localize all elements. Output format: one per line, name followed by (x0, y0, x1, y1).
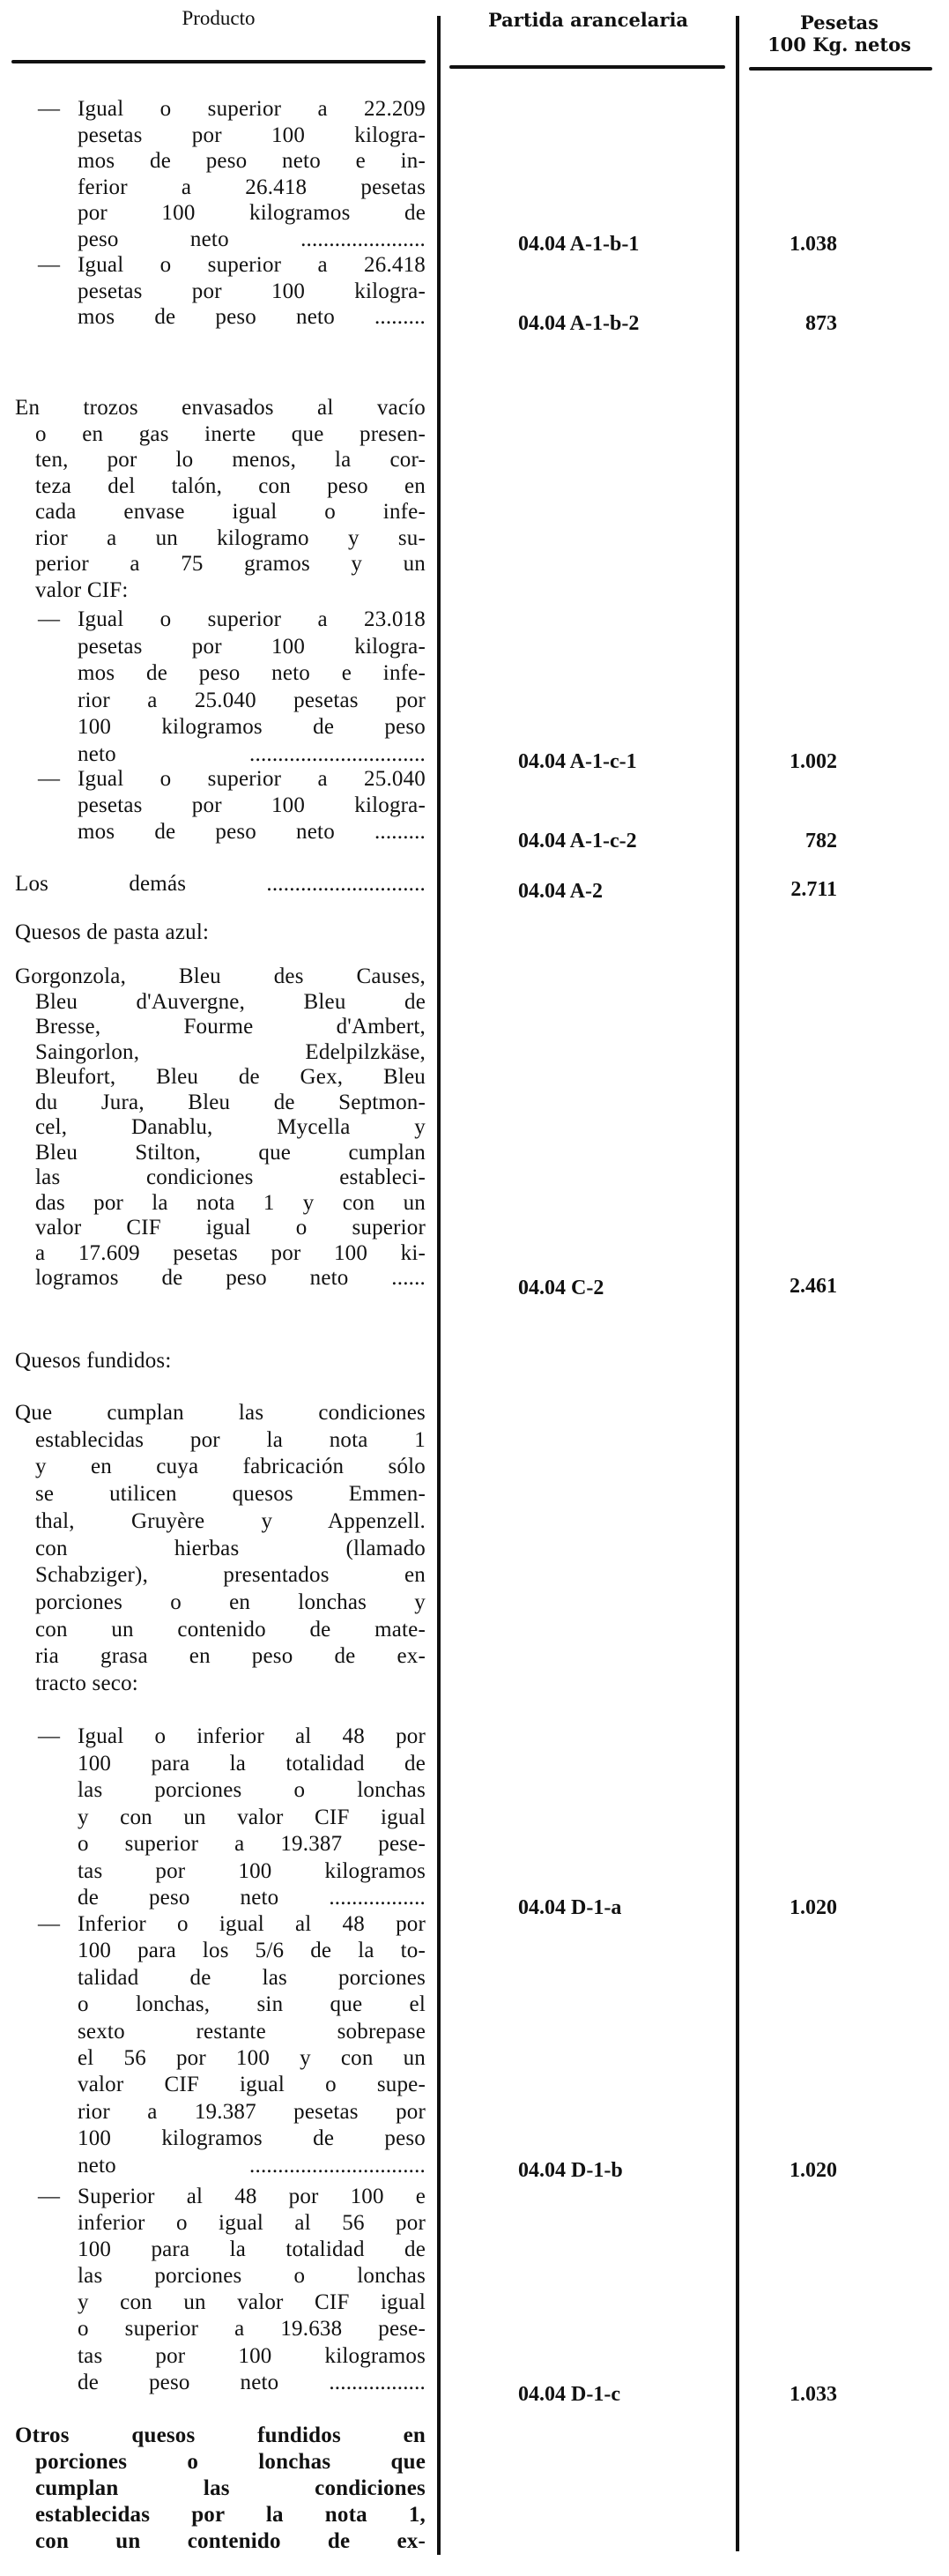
text-line: talidad de las porciones (78, 1965, 426, 1990)
text-line: Igual o superior a 22.209 (78, 97, 426, 121)
text-line: Saingorlon, Edelpilzkäse, (35, 1039, 426, 1064)
dash-marker: — (38, 1724, 61, 1748)
text-line: y en cuya fabricación sólo (35, 1455, 426, 1479)
text-line: Bleu d'Auvergne, Bleu de (35, 989, 426, 1014)
text-line: cada envase igual o infe- (35, 500, 426, 524)
text-line: 100 para la totalidad de (78, 2237, 426, 2262)
text-line: tas por 100 kilogramos (78, 2343, 426, 2368)
product-item-a1c1 (38, 607, 426, 768)
product-item-a1b2 (38, 252, 426, 331)
product-item-d1a (38, 1724, 426, 1912)
dash-marker: — (38, 97, 61, 121)
price-value: 1.020 (790, 1896, 837, 1919)
text-line: Superior al 48 por 100 e (78, 2185, 426, 2208)
section-quesos-pasta-azul (15, 919, 426, 946)
text-line: Inferior o igual al 48 por (78, 1912, 426, 1936)
dash-marker: — (38, 2185, 61, 2208)
text-line: mos de peso neto ......... (78, 305, 426, 329)
tariff-code: 04.04 D-1-c (518, 2383, 620, 2406)
text-line: pesetas por 100 kilogra- (78, 793, 426, 817)
text-line: rior a 25.040 pesetas por (78, 688, 426, 712)
text-line: rior a un kilogramo y su- (35, 525, 426, 550)
text-line: pesetas por 100 kilogra- (78, 634, 426, 659)
header-rule-partida (449, 65, 725, 69)
text-line: las porciones o lonchas (78, 1778, 426, 1802)
price-value: 782 (805, 830, 837, 852)
header-pesetas-line1: Pesetas (800, 11, 879, 34)
text-line: logramos de peso neto ...... (35, 1266, 426, 1290)
text-line: 100 para los 5/6 de la to- (78, 1939, 426, 1963)
tariff-code: 04.04 C-2 (518, 1277, 604, 1299)
text-line: cel, Danablu, Mycella y (35, 1115, 426, 1139)
price-value: 873 (805, 312, 837, 335)
product-item-d1c (38, 2184, 426, 2396)
text-line: das por la nota 1 y con un (35, 1190, 426, 1215)
text-line: Que cumplan las condiciones (15, 1401, 426, 1425)
header-partida-arancelaria: Partida arancelaria (487, 9, 689, 31)
product-paragraph-gorgonzola (15, 964, 426, 1292)
text-line: Los demás ............................ (15, 872, 426, 896)
header-rule-producto (11, 60, 426, 63)
column-divider-1 (437, 16, 441, 2555)
text-line: Schabziger), presentados en (35, 1563, 426, 1588)
text-line: tas por 100 kilogramos (78, 1858, 426, 1883)
text-line: con un contenido de ex- (35, 2529, 426, 2553)
text-line: valor CIF: (35, 577, 129, 602)
text-line: o lonchas, sin que el (78, 1992, 426, 2017)
text-line: se utilicen quesos Emmen- (35, 1482, 426, 1507)
tariff-code: 04.04 A-1-c-1 (518, 750, 637, 773)
product-item-a1b1 (38, 96, 426, 252)
text-line: pesetas por 100 kilogra- (78, 123, 426, 147)
text-line: teza del talón, con peso en (35, 473, 426, 498)
text-line: Quesos fundidos: (15, 1349, 172, 1373)
text-line: porciones o en lonchas y (35, 1590, 426, 1614)
text-line: Bleufort, Bleu de Gex, Bleu (35, 1065, 426, 1089)
text-line: neto ............................... (78, 741, 426, 766)
tariff-code: 04.04 A-1-c-2 (518, 830, 637, 852)
text-line: de peso neto ................. (78, 1886, 426, 1910)
text-line: neto ............................... (78, 2153, 426, 2178)
text-line: con hierbas (llamado (35, 1536, 426, 1560)
text-line: 100 kilogramos de peso (78, 715, 426, 739)
product-los-demas (15, 871, 426, 897)
text-line: Igual o superior a 23.018 (78, 607, 426, 631)
price-value: 2.711 (790, 878, 837, 901)
price-value: 1.038 (790, 233, 837, 256)
text-line: mos de peso neto ......... (78, 820, 426, 844)
header-pesetas-line2: 100 Kg. netos (767, 34, 911, 56)
text-line: de peso neto ................. (78, 2370, 426, 2394)
text-line: ferior a 26.418 pesetas (78, 175, 426, 199)
text-line: Otros quesos fundidos en (15, 2423, 426, 2447)
text-line: cumplan las condiciones (35, 2476, 426, 2500)
text-line: Bleu Stilton, que cumplan (35, 1140, 426, 1165)
text-line: con un contenido de mate- (35, 1617, 426, 1642)
text-line: Gorgonzola, Bleu des Causes, (15, 964, 426, 988)
dash-marker: — (38, 253, 61, 277)
text-line: por 100 kilogramos de (78, 201, 426, 225)
text-line: ria grasa en peso de ex- (35, 1644, 426, 1669)
text-line: o superior a 19.638 pese- (78, 2317, 426, 2341)
text-line: valor CIF igual o superior (35, 1216, 426, 1240)
price-value: 1.020 (790, 2159, 837, 2182)
text-line: las porciones o lonchas (78, 2264, 426, 2289)
dash-marker: — (38, 1912, 61, 1936)
text-line: y con un valor CIF igual (78, 2290, 426, 2315)
price-value: 2.461 (790, 1275, 837, 1298)
text-line: peso neto ...................... (78, 227, 426, 251)
tariff-code: 04.04 A-2 (518, 880, 603, 903)
text-line: rior a 19.387 pesetas por (78, 2099, 426, 2124)
text-line: establecidas por la nota 1, (35, 2503, 426, 2527)
text-line: porciones o lonchas que (35, 2450, 426, 2474)
text-line: a 17.609 pesetas por 100 ki- (35, 1240, 426, 1265)
header-pesetas (745, 11, 934, 56)
tariff-code: 04.04 D-1-b (518, 2159, 623, 2182)
text-line: las condiciones estableci- (35, 1165, 426, 1189)
text-line: tracto seco: (35, 1671, 138, 1696)
text-line: Quesos de pasta azul: (15, 920, 210, 944)
dash-marker: — (38, 767, 61, 791)
text-line: du Jura, Bleu de Septmon- (35, 1090, 426, 1114)
price-value: 1.002 (790, 750, 837, 773)
text-line: Bresse, Fourme d'Ambert, (35, 1015, 426, 1039)
text-line: el 56 por 100 y con un (78, 2046, 426, 2071)
text-line: thal, Gruyère y Appenzell. (35, 1508, 426, 1533)
tariff-code: 04.04 A-1-b-2 (518, 312, 640, 335)
product-paragraph-en-trozos (15, 395, 426, 603)
column-divider-2 (736, 16, 739, 2551)
text-line: mos de peso neto e infe- (78, 661, 426, 685)
text-line: pesetas por 100 kilogra- (78, 279, 426, 303)
text-line: sexto restante sobrepase (78, 2019, 426, 2044)
header-producto: Producto (182, 7, 256, 29)
header-rule-pesetas (749, 67, 932, 71)
text-line: o superior a 19.387 pese- (78, 1832, 426, 1856)
text-line: inferior o igual al 56 por (78, 2211, 426, 2236)
text-line: Igual o superior a 25.040 (78, 767, 426, 791)
text-line: 100 para la totalidad de (78, 1751, 426, 1776)
text-line: y con un valor CIF igual (78, 1805, 426, 1829)
dash-marker: — (38, 607, 61, 631)
product-paragraph-otros-quesos (15, 2423, 426, 2555)
text-line: o en gas inerte que presen- (35, 421, 426, 446)
text-line: Igual o superior a 26.418 (78, 253, 426, 277)
text-line: Igual o inferior al 48 por (78, 1724, 426, 1748)
product-item-d1b (38, 1911, 426, 2179)
price-value: 1.033 (790, 2383, 837, 2406)
text-line: ten, por lo menos, la cor- (35, 448, 426, 472)
text-line: mos de peso neto e in- (78, 149, 426, 173)
text-line: valor CIF igual o supe- (78, 2073, 426, 2097)
product-paragraph-que-cumplan (15, 1400, 426, 1698)
text-line: perior a 75 gramos y un (35, 552, 426, 576)
tariff-code: 04.04 A-1-b-1 (518, 233, 640, 256)
tariff-code: 04.04 D-1-a (518, 1896, 622, 1919)
product-item-a1c2 (38, 766, 426, 845)
text-line: En trozos envasados al vacío (15, 396, 426, 420)
text-line: establecidas por la nota 1 (35, 1427, 426, 1452)
section-quesos-fundidos (15, 1348, 426, 1374)
text-line: 100 kilogramos de peso (78, 2126, 426, 2151)
